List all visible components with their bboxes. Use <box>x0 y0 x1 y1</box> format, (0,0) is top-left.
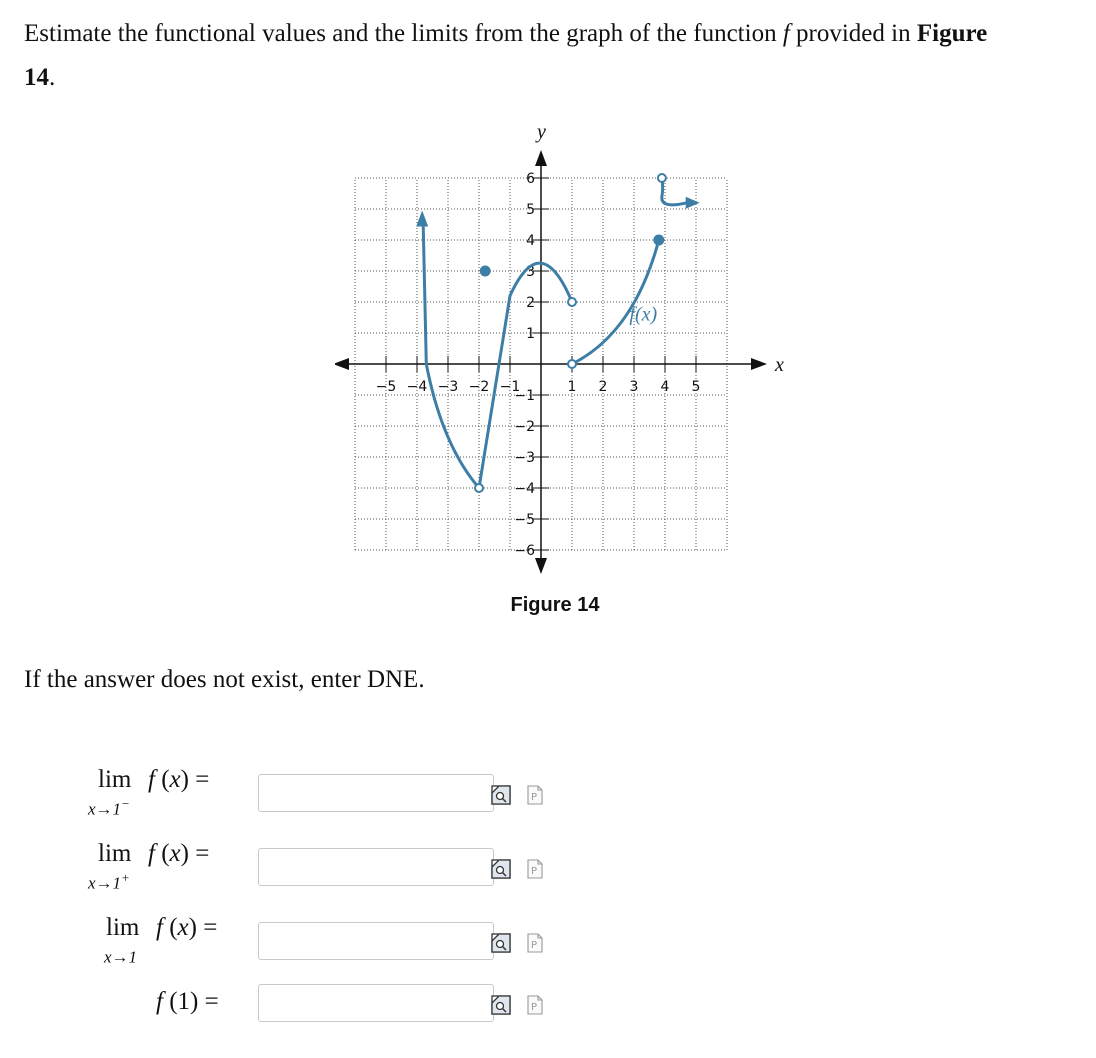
lim-subscript: x→1+ <box>88 870 130 893</box>
period: . <box>49 64 56 91</box>
curve-left-branch <box>423 225 479 489</box>
function-expression: f (x) = <box>148 840 210 867</box>
preview-icon[interactable] <box>490 784 512 806</box>
help-icon[interactable] <box>526 994 544 1021</box>
preview-icon[interactable] <box>490 784 512 811</box>
curve-right-branch <box>572 240 659 364</box>
svg-text:P: P <box>531 866 538 877</box>
svg-text:P: P <box>531 792 538 803</box>
function-expression: f (1) = <box>156 988 219 1015</box>
intro-text: Estimate the functional values and the limits from the graph of the function <box>24 20 777 47</box>
y-tick-label: −2 <box>514 419 535 435</box>
x-axis-label: x <box>775 354 784 376</box>
function-symbol: f <box>782 20 790 47</box>
question-row <box>0 766 600 819</box>
answer-input[interactable] <box>258 774 494 812</box>
answer-input[interactable] <box>258 848 494 886</box>
curve-right-arrow <box>686 197 700 209</box>
help-icon[interactable] <box>526 858 544 880</box>
curve-top-right-branch <box>662 178 687 205</box>
intro-text-2: provided in <box>796 20 911 47</box>
question-row <box>0 914 600 967</box>
x-tick-label: 4 <box>660 379 670 395</box>
open-point <box>475 484 483 492</box>
lim-operator: lim <box>106 914 140 941</box>
dne-note: If the answer does not exist, enter DNE. <box>24 666 425 693</box>
y-tick-label: 3 <box>526 264 535 280</box>
y-tick-label: 6 <box>526 171 535 187</box>
closed-point <box>480 266 490 276</box>
preview-icon[interactable] <box>490 994 512 1021</box>
help-icon[interactable] <box>526 994 544 1016</box>
y-tick-label: 1 <box>526 326 535 342</box>
y-tick-label: 5 <box>526 202 535 218</box>
x-tick-label: −3 <box>437 379 459 395</box>
y-tick-label: 2 <box>526 295 535 311</box>
y-tick-label: −1 <box>514 388 535 404</box>
open-point <box>658 174 666 182</box>
answer-input[interactable] <box>258 922 494 960</box>
x-tick-label: 1 <box>567 379 577 395</box>
figure-caption: Figure 14 <box>510 594 600 616</box>
y-tick-label: −4 <box>514 481 535 497</box>
help-icon[interactable] <box>526 932 544 959</box>
preview-icon[interactable] <box>490 932 512 959</box>
y-tick-label: −5 <box>514 512 535 528</box>
x-tick-label: −1 <box>499 379 521 395</box>
question-row <box>0 984 600 1028</box>
curve-label: f(x) <box>629 303 658 326</box>
help-icon[interactable] <box>526 858 544 885</box>
x-tick-label: 5 <box>691 379 701 395</box>
open-point <box>568 360 576 368</box>
x-tick-label: −4 <box>406 379 428 395</box>
x-tick-label: 2 <box>598 379 608 395</box>
y-axis-label: y <box>537 121 546 143</box>
x-axis-right-arrow <box>751 358 767 370</box>
help-icon[interactable] <box>526 932 544 954</box>
preview-icon[interactable] <box>490 858 512 880</box>
lim-operator: lim <box>98 766 132 793</box>
y-tick-label: 4 <box>526 233 535 249</box>
curve-up-arrow <box>416 211 428 227</box>
x-axis-left-arrow <box>335 358 349 370</box>
figure-ref: Figure <box>916 20 988 47</box>
preview-icon[interactable] <box>490 858 512 885</box>
y-axis-up-arrow <box>535 150 547 166</box>
help-icon[interactable] <box>526 784 544 811</box>
help-icon[interactable] <box>526 784 544 806</box>
answer-input[interactable] <box>258 984 494 1022</box>
y-axis-down-arrow <box>535 558 547 574</box>
x-tick-label: 3 <box>629 379 639 395</box>
function-expression: f (x) = <box>156 914 218 941</box>
x-tick-label: −5 <box>375 379 397 395</box>
y-tick-label: −3 <box>514 450 535 466</box>
lim-subscript: x→1− <box>88 796 130 819</box>
lim-subscript: x→1 <box>104 947 138 967</box>
preview-icon[interactable] <box>490 994 512 1016</box>
problem-statement <box>24 12 1084 100</box>
question-row <box>0 840 600 893</box>
lim-operator: lim <box>98 840 132 867</box>
function-graph <box>335 110 795 580</box>
figure-number: 14 <box>24 64 49 91</box>
svg-text:P: P <box>531 1002 538 1013</box>
open-point <box>568 298 576 306</box>
function-expression: f (x) = <box>148 766 210 793</box>
y-tick-label: −6 <box>514 543 535 559</box>
preview-icon[interactable] <box>490 932 512 954</box>
closed-point <box>654 235 664 245</box>
svg-text:P: P <box>531 940 538 951</box>
x-tick-label: −2 <box>468 379 490 395</box>
